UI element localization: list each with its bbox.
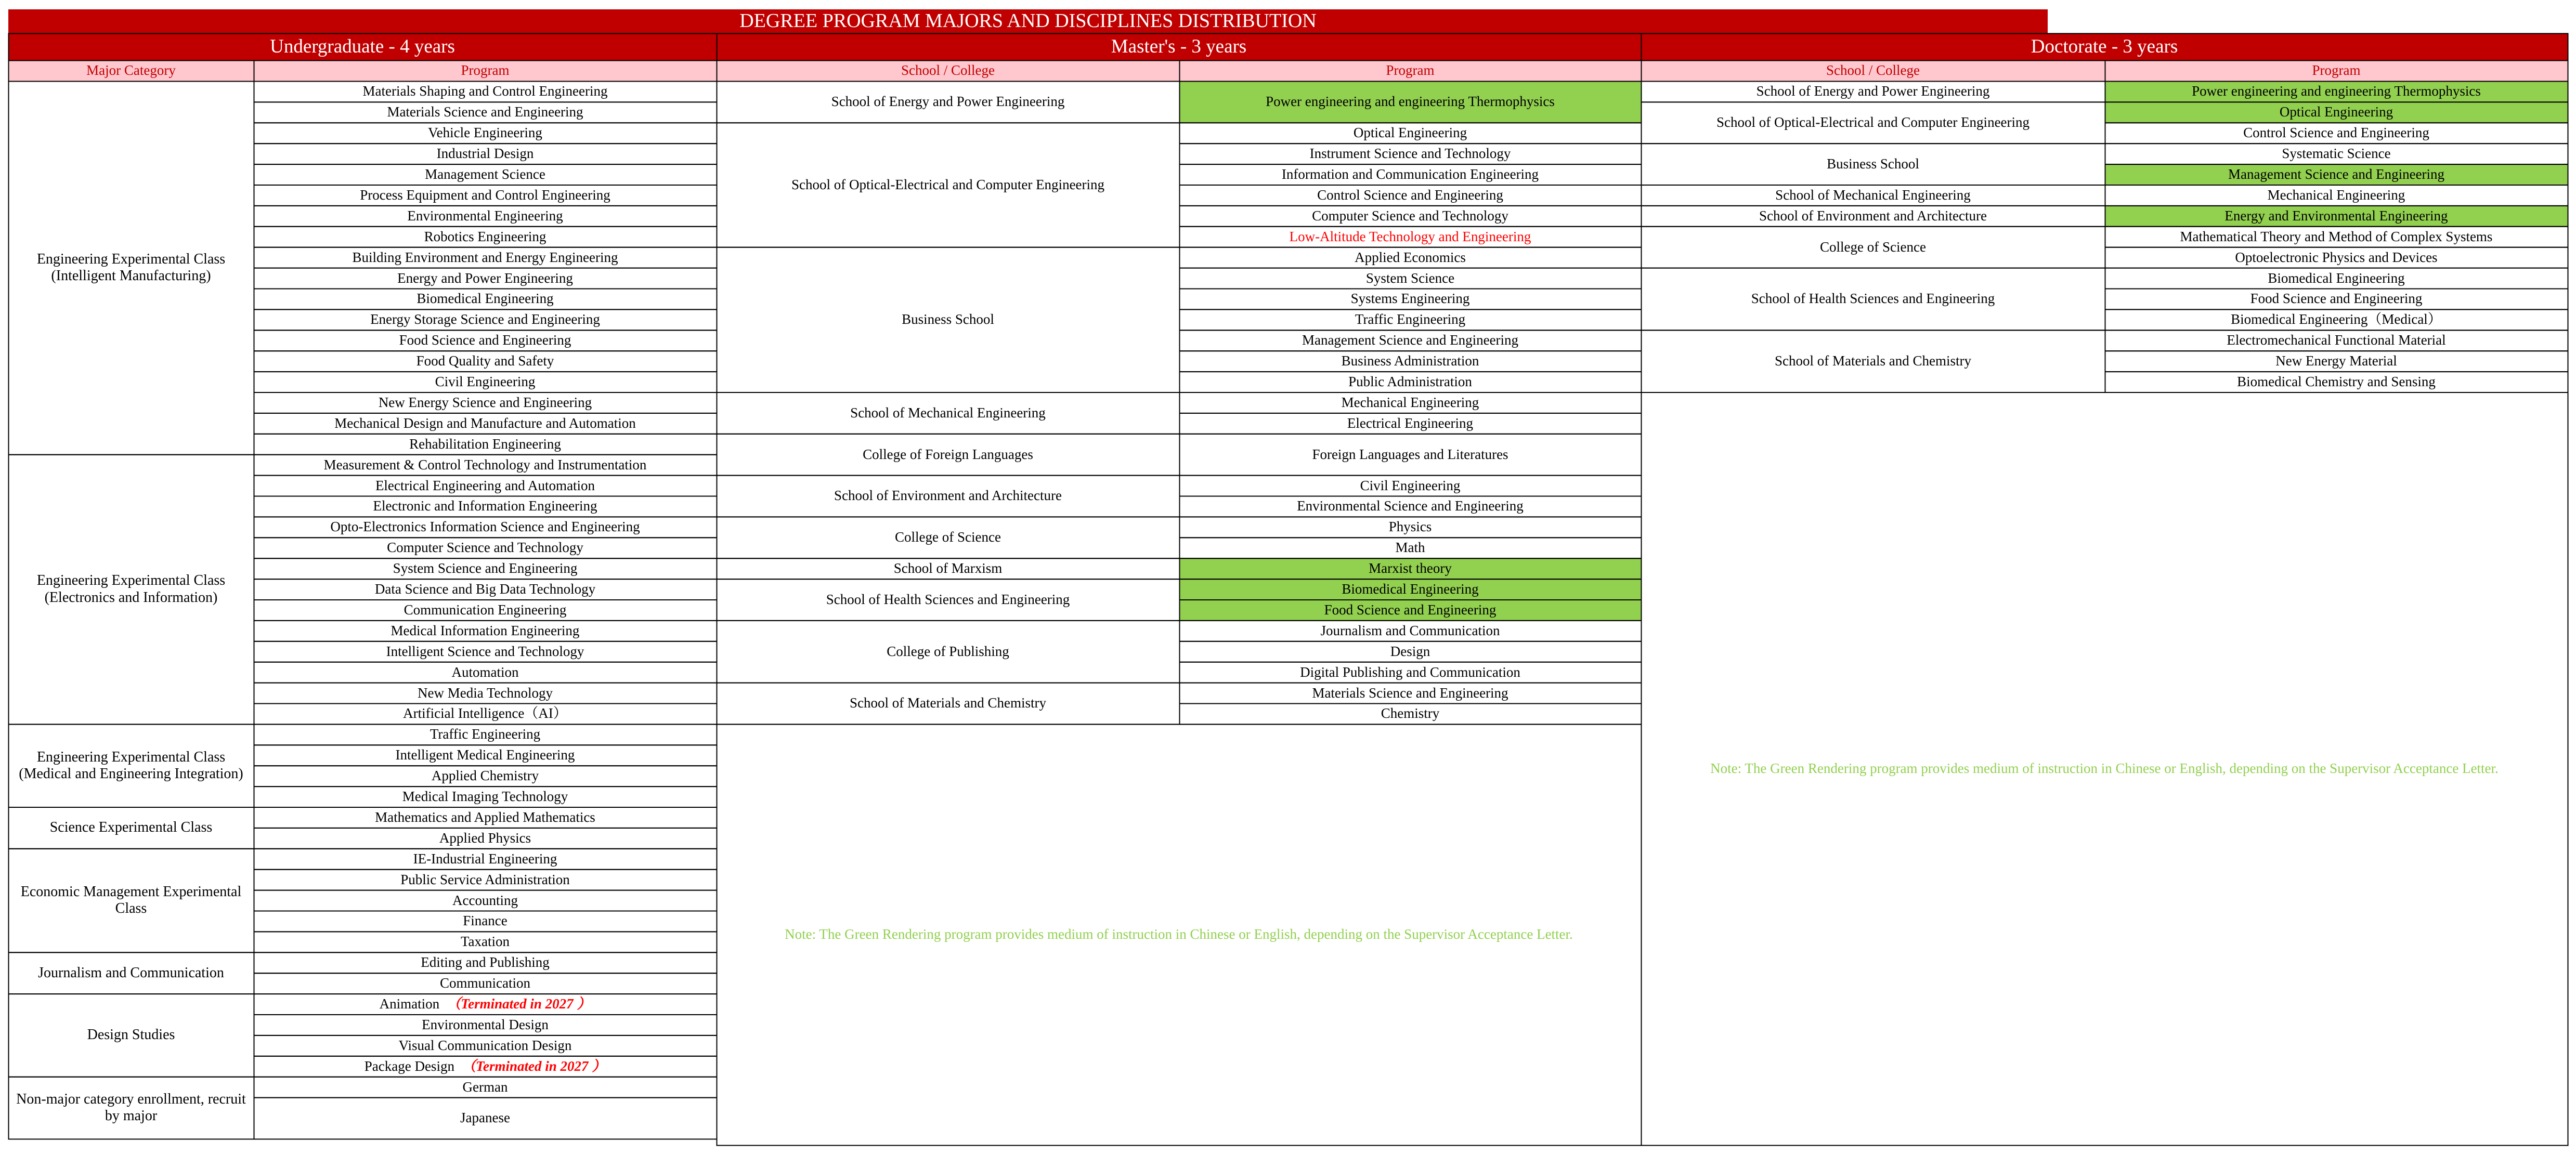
doctorate-school-cell: School of Mechanical Engineering [1775, 187, 1971, 203]
undergraduate-program-cell: Management Science [425, 166, 545, 182]
doctorate-school-cell: Business School [1827, 156, 1919, 172]
undergraduate-program-cell: Communication [440, 975, 530, 991]
undergraduate-program-cell: Animation （Terminated in 2027 ） [379, 996, 591, 1012]
doctorate-school-cell: School of Optical-Electrical and Computer Engineering [1716, 114, 2030, 130]
undergraduate-program-cell: Civil Engineering [435, 374, 536, 390]
doctorate-note: Note: The Green Rendering program provides medium of instruction in Chinese or English, depending on the Supervisor Acceptance Letter. [1710, 760, 2499, 777]
doctorate-program-cell: Management Science and Engineering [2105, 164, 2568, 185]
undergraduate-program-cell: Automation [451, 664, 519, 680]
masters-program-cell: Civil Engineering [1360, 477, 1461, 493]
doctorate-program-cell: New Energy Material [2275, 353, 2397, 369]
masters-program-cell: Digital Publishing and Communication [1300, 664, 1520, 680]
doctorate-school-cell: School of Environment and Architecture [1759, 207, 1987, 224]
doctorate-program-cell: Biomedical Engineering（Medical） [2231, 311, 2442, 327]
major-category-cell: Non-major category enrollment, recruit by major [16, 1091, 246, 1124]
masters-program-cell: Applied Economics [1355, 249, 1466, 265]
masters-school-cell: College of Science [895, 529, 1001, 545]
masters-program-cell: Business Administration [1341, 353, 1479, 369]
masters-program-cell: Design [1390, 643, 1430, 659]
masters-school-cell: School of Health Sciences and Engineering [826, 591, 1070, 607]
doctorate-school-cell: School of Health Sciences and Engineering [1751, 291, 1995, 307]
undergraduate-program-cell: Rehabilitation Engineering [409, 436, 561, 452]
masters-school-cell: College of Publishing [887, 643, 1009, 659]
undergraduate-program-cell: Environmental Engineering [407, 207, 563, 224]
masters-program-cell: Power engineering and engineering Thermophysics [1179, 81, 1641, 123]
header-major-category: Major Category [8, 60, 254, 81]
masters-program-cell: Foreign Languages and Literatures [1312, 446, 1508, 462]
masters-program-cell: Management Science and Engineering [1302, 332, 1519, 348]
masters-school-cell: School of Environment and Architecture [834, 488, 1062, 504]
doctorate-school-cell: School of Materials and Chemistry [1775, 353, 1971, 369]
masters-program-cell: Low-Altitude Technology and Engineering [1289, 228, 1531, 244]
undergraduate-program-cell: German [462, 1079, 508, 1095]
major-category-cell: Engineering Experimental Class (Medical and Engineering Integration) [19, 749, 243, 782]
doctorate-program-cell: Mechanical Engineering [2267, 187, 2405, 203]
masters-program-cell: Public Administration [1348, 374, 1472, 390]
undergraduate-program-cell: Traffic Engineering [430, 726, 541, 742]
undergraduate-program-cell: Biomedical Engineering [417, 291, 554, 307]
masters-program-cell: System Science [1365, 270, 1455, 286]
doctorate-program-cell: Biomedical Engineering [2268, 270, 2405, 286]
masters-program-cell: Materials Science and Engineering [1312, 685, 1508, 701]
masters-program-cell: Food Science and Engineering [1179, 600, 1641, 621]
undergraduate-program-cell: Robotics Engineering [424, 228, 547, 244]
undergraduate-program-cell: Computer Science and Technology [387, 540, 583, 556]
header-masters-program: Program [1179, 60, 1641, 81]
undergraduate-program-cell: Materials Shaping and Control Engineering [362, 83, 608, 99]
doctorate-program-cell: Systematic Science [2282, 146, 2391, 162]
section-undergraduate: Undergraduate - 4 years [8, 33, 717, 60]
undergraduate-program-cell: Environmental Design [422, 1016, 549, 1032]
doctorate-program-cell: Biomedical Chemistry and Sensing [2237, 374, 2436, 390]
undergraduate-program-cell: Accounting [452, 892, 518, 908]
doctorate-program-cell: Mathematical Theory and Method of Complex Systems [2180, 228, 2493, 244]
undergraduate-program-cell: Medical Information Engineering [391, 622, 580, 638]
undergraduate-program-cell: Energy and Power Engineering [397, 270, 573, 286]
doctorate-program-cell: Energy and Environmental Engineering [2105, 205, 2568, 226]
major-category-cell: Journalism and Communication [38, 964, 224, 981]
doctorate-program-cell: Food Science and Engineering [2250, 291, 2423, 307]
undergraduate-program-cell: Electronic and Information Engineering [373, 498, 597, 514]
undergraduate-program-cell: Mechanical Design and Manufacture and Automation [334, 415, 636, 431]
undergraduate-program-cell: Data Science and Big Data Technology [374, 581, 596, 597]
undergraduate-program-cell: System Science and Engineering [393, 560, 578, 576]
doctorate-program-cell: Power engineering and engineering Thermophysics [2105, 81, 2568, 102]
masters-program-cell: Control Science and Engineering [1317, 187, 1503, 203]
undergraduate-program-cell: Package Design （Terminated in 2027 ） [364, 1058, 606, 1074]
masters-program-cell: Systems Engineering [1350, 291, 1470, 307]
masters-program-cell: Computer Science and Technology [1312, 207, 1508, 224]
doctorate-school-cell: College of Science [1820, 239, 1926, 255]
masters-school-cell: Business School [902, 311, 994, 327]
header-doctorate-school: School / College [1641, 60, 2105, 81]
undergraduate-program-cell: Process Equipment and Control Engineering [360, 187, 610, 203]
masters-program-cell: Traffic Engineering [1355, 311, 1466, 327]
header-masters-school: School / College [717, 60, 1179, 81]
undergraduate-program-cell: Industrial Design [436, 146, 534, 162]
undergraduate-program-cell: Taxation [460, 934, 510, 950]
undergraduate-program-cell: Building Environment and Energy Engineering [352, 249, 618, 265]
masters-program-cell: Electrical Engineering [1347, 415, 1474, 431]
masters-school-cell: College of Foreign Languages [863, 446, 1033, 462]
undergraduate-program-cell: Intelligent Science and Technology [386, 643, 584, 659]
major-category-cell: Economic Management Experimental Class [20, 883, 242, 917]
undergraduate-program-cell: Finance [463, 913, 508, 929]
header-doctorate-program: Program [2105, 60, 2568, 81]
doctorate-program-cell: Control Science and Engineering [2243, 125, 2429, 141]
masters-program-cell: Marxist theory [1179, 558, 1641, 579]
undergraduate-program-cell: Public Service Administration [400, 871, 570, 887]
doctorate-program-cell: Optical Engineering [2105, 102, 2568, 123]
terminated-badge: （Terminated in 2027 ） [461, 1058, 606, 1074]
doctorate-school-cell: School of Energy and Power Engineering [1756, 83, 1990, 99]
masters-program-cell: Math [1395, 540, 1425, 556]
masters-program-cell: Environmental Science and Engineering [1297, 498, 1524, 514]
masters-school-cell: School of Marxism [893, 560, 1003, 576]
undergraduate-program-cell: Intelligent Medical Engineering [395, 747, 575, 763]
masters-program-cell: Instrument Science and Technology [1309, 146, 1511, 162]
masters-program-cell: Mechanical Engineering [1341, 394, 1479, 410]
undergraduate-program-cell: Japanese [460, 1110, 510, 1126]
doctorate-program-cell: Optoelectronic Physics and Devices [2235, 249, 2438, 265]
undergraduate-program-cell: Electrical Engineering and Automation [375, 477, 595, 493]
undergraduate-program-cell: Applied Chemistry [431, 768, 539, 784]
major-category-cell: Design Studies [87, 1027, 175, 1043]
undergraduate-program-cell: Mathematics and Applied Mathematics [375, 809, 595, 825]
section-doctorate: Doctorate - 3 years [1641, 33, 2568, 60]
major-category-cell: Science Experimental Class [49, 819, 213, 836]
undergraduate-program-cell: Communication Engineering [404, 601, 567, 618]
undergraduate-program-cell: Artificial Intelligence（AI） [403, 705, 567, 722]
section-masters: Master's - 3 years [717, 33, 1641, 60]
undergraduate-program-cell: IE-Industrial Engineering [413, 850, 557, 867]
masters-program-cell: Physics [1388, 519, 1432, 535]
undergraduate-program-cell: Visual Communication Design [398, 1037, 572, 1053]
undergraduate-program-cell: New Energy Science and Engineering [378, 394, 592, 410]
undergraduate-program-cell: Opto-Electronics Information Science and Engineering [330, 519, 640, 535]
masters-school-cell: School of Optical-Electrical and Computer Engineering [791, 176, 1105, 192]
masters-program-cell: Optical Engineering [1353, 125, 1467, 141]
masters-program-cell: Information and Communication Engineering [1281, 166, 1539, 182]
undergraduate-program-cell: Energy Storage Science and Engineering [370, 311, 600, 327]
undergraduate-program-cell: Food Quality and Safety [416, 353, 554, 369]
undergraduate-program-cell: Measurement & Control Technology and Instrumentation [323, 456, 647, 473]
major-category-cell: Engineering Experimental Class (Electronics and Information) [36, 572, 226, 606]
undergraduate-program-cell: New Media Technology [417, 685, 553, 701]
undergraduate-program-cell: Applied Physics [439, 830, 531, 846]
doctorate-program-cell: Electromechanical Functional Material [2227, 332, 2446, 348]
undergraduate-program-cell: Vehicle Engineering [428, 125, 542, 141]
undergraduate-program-cell: Medical Imaging Technology [402, 789, 568, 805]
undergraduate-program-cell: Materials Science and Engineering [387, 104, 583, 120]
masters-program-cell: Biomedical Engineering [1179, 579, 1641, 600]
undergraduate-program-cell: Editing and Publishing [421, 954, 550, 971]
terminated-badge: （Terminated in 2027 ） [447, 996, 591, 1012]
masters-school-cell: School of Materials and Chemistry [850, 695, 1046, 711]
masters-program-cell: Chemistry [1381, 705, 1440, 722]
masters-program-cell: Journalism and Communication [1320, 622, 1500, 638]
masters-note: Note: The Green Rendering program provides medium of instruction in Chinese or English, depending on the Supervisor Acceptance Letter. [785, 926, 1573, 942]
masters-school-cell: School of Mechanical Engineering [850, 404, 1046, 421]
table-title: DEGREE PROGRAM MAJORS AND DISCIPLINES DISTRIBUTION [8, 9, 2048, 33]
header-undergraduate-program: Program [254, 60, 717, 81]
masters-school-cell: School of Energy and Power Engineering [831, 94, 1065, 110]
undergraduate-program-cell: Food Science and Engineering [399, 332, 571, 348]
major-category-cell: Engineering Experimental Class (Intelligent Manufacturing) [36, 251, 226, 284]
